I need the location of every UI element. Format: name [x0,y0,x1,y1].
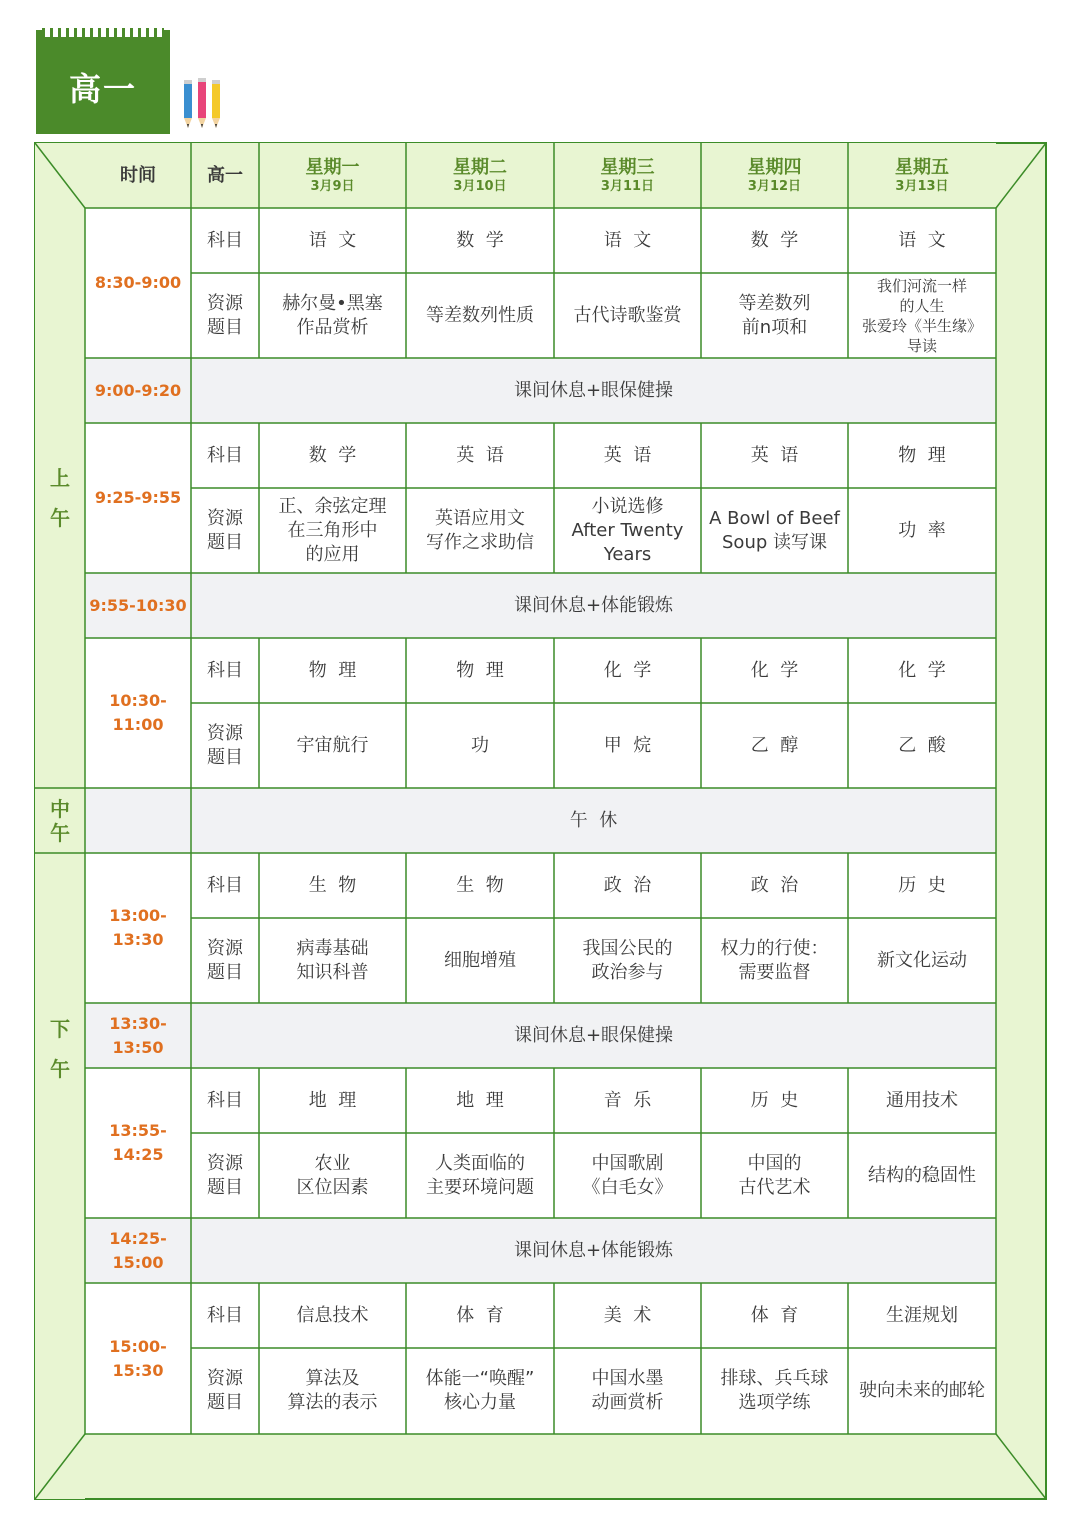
topic-cell [848,918,996,1003]
topic-line: 核心力量 [444,1392,516,1413]
topic-line: 赫尔曼•黑塞 [282,292,383,314]
topic-cell [701,918,848,1003]
subject-cell: 地 理 [456,1089,504,1111]
topic-line: 权力的行使： [720,937,829,959]
subject-label: 科目 [207,659,243,681]
slot-time: 15:00-15:30 [109,1336,167,1380]
subject-cell: 体 育 [750,1304,799,1326]
topic-cell [406,273,554,358]
period-char: 午 [50,506,70,530]
header-grade: 高一 [207,164,243,186]
subject-cell: 政 治 [603,874,652,896]
resource-label-line: 题目 [207,531,243,553]
resource-label-line: 题目 [207,746,243,768]
topic-cell [701,488,848,573]
break-time: 9:55-10:30 [89,595,187,615]
break-cell: 午 休 [569,809,618,831]
topic-cell [554,1133,701,1218]
topic-line: 在三角形中 [287,519,378,541]
topic-line: 等差数列 [738,292,811,314]
resource-label-line: 题目 [207,316,243,338]
day-date: 3月13日 [895,178,949,194]
topic-line: 算法的表示 [287,1392,378,1413]
topic-line: 作品赏析 [296,316,369,338]
topic-line: 驶向未来的邮轮 [859,1380,985,1401]
topic-line: 动画赏析 [591,1392,664,1413]
topic-line: 需要监督 [738,961,811,983]
subject-cell: 语 文 [603,229,652,251]
subject-cell: 化 学 [750,659,799,681]
subject-cell: 生涯规划 [886,1304,958,1326]
topic-cell [848,1348,996,1434]
topic-line: 等差数列性质 [426,304,534,326]
subject-cell: 通用技术 [886,1089,958,1111]
topic-line: 乙 醇 [750,734,799,756]
topic-line: Soup 读写课 [722,531,827,553]
topic-line: 细胞增殖 [444,949,516,971]
period-char: 下 [50,1016,70,1041]
resource-label [191,1348,259,1434]
topic-line: 古代诗歌鉴赏 [573,304,682,326]
topic-cell [554,1348,701,1434]
topic-cell [701,703,848,788]
subject-label: 科目 [207,1089,243,1111]
day-name: 星期二 [453,156,507,178]
topic-line: After Twenty [571,519,684,541]
topic-line: 甲 烷 [603,734,652,756]
topic-line: 政治参与 [591,961,664,983]
header-day-tue [406,143,554,208]
topic-cell [848,703,996,788]
topic-line: 主要环境问题 [426,1176,534,1198]
topic-line: 《白毛女》 [582,1176,673,1198]
topic-cell [554,273,701,358]
topic-line: 的应用 [305,543,360,565]
topic-line: 功 [471,734,489,756]
topic-cell [259,703,406,788]
topic-line: 体能一“唤醒” [425,1368,535,1389]
topic-cell [259,1348,406,1434]
topic-line: 我们河流一样 [876,276,967,295]
header-day-thu [701,143,848,208]
topic-cell [259,273,406,358]
subject-label: 科目 [207,229,243,251]
topic-line: 结构的稳固性 [868,1164,976,1186]
resource-label [191,488,259,573]
topic-line: 算法及 [305,1368,360,1389]
topic-line: 功 率 [898,519,946,541]
day-date: 3月11日 [600,178,655,194]
resource-label [191,273,259,358]
subject-cell: 英 语 [750,444,799,466]
resource-label-line: 题目 [207,1176,243,1198]
subject-cell: 数 学 [750,229,799,251]
topic-line: 古代艺术 [738,1176,811,1198]
topic-cell [406,488,554,573]
resource-label-line: 题目 [207,1392,243,1413]
resource-label-line: 资源 [207,722,243,744]
subject-cell: 生 物 [308,874,357,896]
subject-cell: 历 史 [750,1089,799,1111]
topic-line: 我国公民的 [582,937,673,959]
topic-line: 区位因素 [296,1176,369,1198]
topic-line: 张爱玲《半生缘》 [861,316,982,335]
subject-cell: 政 治 [750,874,799,896]
topic-line: 中国水墨 [591,1368,664,1389]
day-date: 3月9日 [310,178,355,194]
slot-time: 13:00-13:30 [109,906,167,949]
day-name: 星期三 [600,156,655,178]
topic-line: 写作之求助信 [426,531,534,553]
subject-cell: 英 语 [603,444,652,466]
topic-line: 知识科普 [296,961,369,983]
subject-cell: 生 物 [456,874,504,896]
subject-cell: 语 文 [898,229,946,251]
header-time: 时间 [120,164,156,186]
topic-line: 人类面临的 [435,1152,525,1174]
topic-line: 乙 酸 [898,734,946,756]
topic-cell [406,703,554,788]
subject-cell: 历 史 [898,874,946,896]
resource-label [191,1133,259,1218]
topic-cell [848,273,996,358]
break-cell: 课间休息+体能锻炼 [513,594,674,616]
topic-line: 英语应用文 [435,507,525,529]
resource-label-line: 资源 [207,292,243,314]
topic-cell [701,1133,848,1218]
subject-label: 科目 [207,1304,243,1326]
topic-cell [848,488,996,573]
resource-label-line: 资源 [207,937,243,959]
day-name: 星期四 [747,156,802,178]
day-name: 星期一 [305,156,360,178]
subject-cell: 物 理 [456,659,504,681]
subject-cell: 物 理 [898,444,946,466]
period-noon [35,788,85,853]
day-name: 星期五 [895,156,949,178]
topic-line: 选项学练 [738,1392,811,1413]
break-time: 9:00-9:20 [94,380,182,400]
topic-cell [406,1133,554,1218]
break-time: 13:30-13:50 [109,1013,167,1057]
subject-cell: 音 乐 [603,1089,652,1111]
period-char: 上 [50,466,70,490]
topic-cell [406,918,554,1003]
topic-cell [554,703,701,788]
header-day-fri [848,143,996,208]
slot-time: 9:25-9:55 [94,488,182,507]
resource-label-line: 资源 [207,1368,243,1389]
break-cell: 课间休息+眼保健操 [513,379,674,401]
resource-label-line: 资源 [207,1152,243,1174]
topic-cell [259,1133,406,1218]
topic-line: 的人生 [899,296,945,315]
topic-line: 病毒基础 [296,937,369,959]
topic-line: 前n项和 [741,316,808,338]
resource-label [191,918,259,1003]
period-morning [35,208,85,788]
topic-line: 排球、兵乓球 [720,1368,829,1389]
topic-cell [554,918,701,1003]
subject-cell: 语 文 [308,229,357,251]
resource-label [191,703,259,788]
slot-time: 10:30-11:00 [109,691,167,734]
topic-cell [554,488,701,573]
day-date: 3月12日 [747,178,802,194]
header-day-mon [259,143,406,208]
subject-cell: 地 理 [308,1089,357,1111]
subject-cell: 化 学 [603,659,652,681]
break-cell: 课间休息+眼保健操 [513,1024,674,1046]
period-char: 午 [50,820,70,845]
header-day-wed [554,143,701,208]
topic-line: Years [603,543,652,565]
topic-line: 中国歌剧 [591,1152,664,1174]
topic-line: 中国的 [747,1152,802,1174]
subject-label: 科目 [207,874,243,896]
break-time: 14:25-15:00 [109,1228,167,1272]
resource-label-line: 资源 [207,507,243,529]
subject-cell: 体 育 [456,1304,504,1326]
day-date: 3月10日 [453,178,507,194]
slot-time: 8:30-9:00 [94,273,182,292]
subject-cell: 化 学 [898,659,946,681]
subject-cell: 英 语 [456,444,504,466]
topic-line: 导读 [906,336,937,355]
period-char: 午 [50,1056,70,1081]
subject-cell: 信息技术 [296,1304,369,1326]
topic-line: 正、余弦定理 [278,495,387,517]
topic-line: 小说选修 [591,495,664,517]
subject-cell: 美 术 [603,1304,652,1326]
subject-label: 科目 [207,444,243,466]
period-afternoon [35,853,85,1499]
topic-cell [701,1348,848,1434]
subject-cell: 物 理 [308,659,357,681]
grade-tag-title: 高一 [68,70,137,108]
topic-cell [259,488,406,573]
topic-cell [701,273,848,358]
topic-line: 农业 [314,1152,351,1174]
topic-line: A Bowl of Beef [709,507,840,529]
topic-cell [848,1133,996,1218]
slot-time: 13:55-14:25 [109,1121,167,1164]
topic-line: 宇宙航行 [296,734,369,756]
topic-cell [259,918,406,1003]
break-cell: 课间休息+体能锻炼 [513,1239,674,1261]
resource-label-line: 题目 [207,961,243,983]
topic-cell [406,1348,554,1434]
subject-cell: 数 学 [308,444,357,466]
subject-cell: 数 学 [456,229,504,251]
period-char: 中 [50,796,70,821]
topic-line: 新文化运动 [877,949,967,971]
